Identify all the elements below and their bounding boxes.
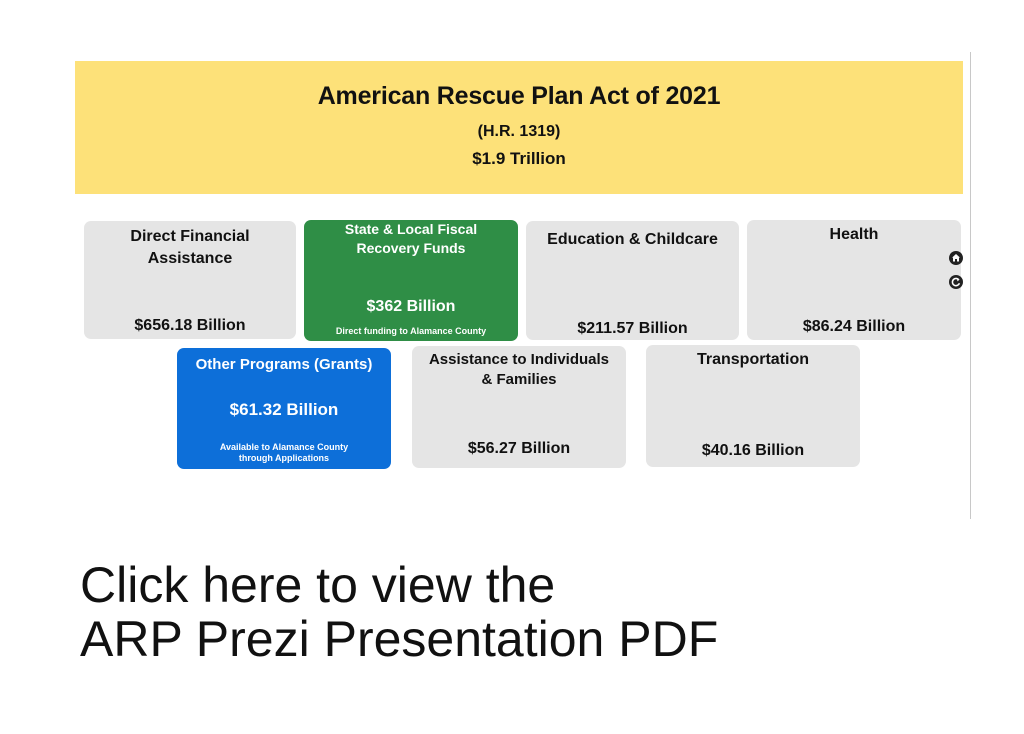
tile-label: Transportation [696,351,809,368]
tile-state-local-fiscal-recovery[interactable] [304,220,518,341]
tile-assistance-individuals-families[interactable] [412,346,626,468]
tile-label: Other Programs (Grants) [195,356,373,373]
home-button[interactable] [949,251,963,265]
back-button[interactable] [949,275,963,289]
tile-label: Education & Childcare [547,231,718,248]
tile-note: Direct funding to Alamance County [335,326,487,336]
tile-amount: $656.18 Billion [134,317,246,334]
divider-line [970,52,971,519]
tile-health[interactable] [747,220,961,340]
title-banner [75,61,963,194]
tile-label: & Families [481,371,557,388]
total-amount: $1.9 Trillion [472,149,566,168]
tile-amount: $86.24 Billion [802,318,906,335]
cta-line-1: Click here to view the [80,557,556,613]
back-arrow-icon [949,275,963,289]
view-pdf-link[interactable] [80,558,718,666]
tile-label: Assistance [147,250,233,267]
tile-other-programs-grants[interactable] [177,348,391,469]
tile-label: Recovery Funds [356,240,466,256]
tile-label: Health [829,226,879,243]
banner-title: American Rescue Plan Act of 2021 [317,82,721,110]
tile-note: Available to Alamance County [219,442,349,452]
home-icon [949,251,963,265]
tile-amount: $211.57 Billion [577,320,688,337]
tile-transportation[interactable] [646,345,860,467]
bill-number: (H.R. 1319) [477,123,561,140]
tile-amount: $362 Billion [366,298,456,315]
cta-line-2: ARP Prezi Presentation PDF [80,611,719,667]
tile-label: Direct Financial [130,228,250,245]
tile-direct-financial-assistance[interactable] [84,221,296,339]
tile-amount: $61.32 Billion [229,400,339,419]
tile-label: State & Local Fiscal [344,221,478,237]
tile-note: through Applications [238,453,330,463]
tile-label: Assistance to Individuals [428,351,610,368]
tile-amount: $40.16 Billion [701,442,805,459]
tile-education-childcare[interactable] [526,221,739,340]
tile-amount: $56.27 Billion [467,440,571,457]
